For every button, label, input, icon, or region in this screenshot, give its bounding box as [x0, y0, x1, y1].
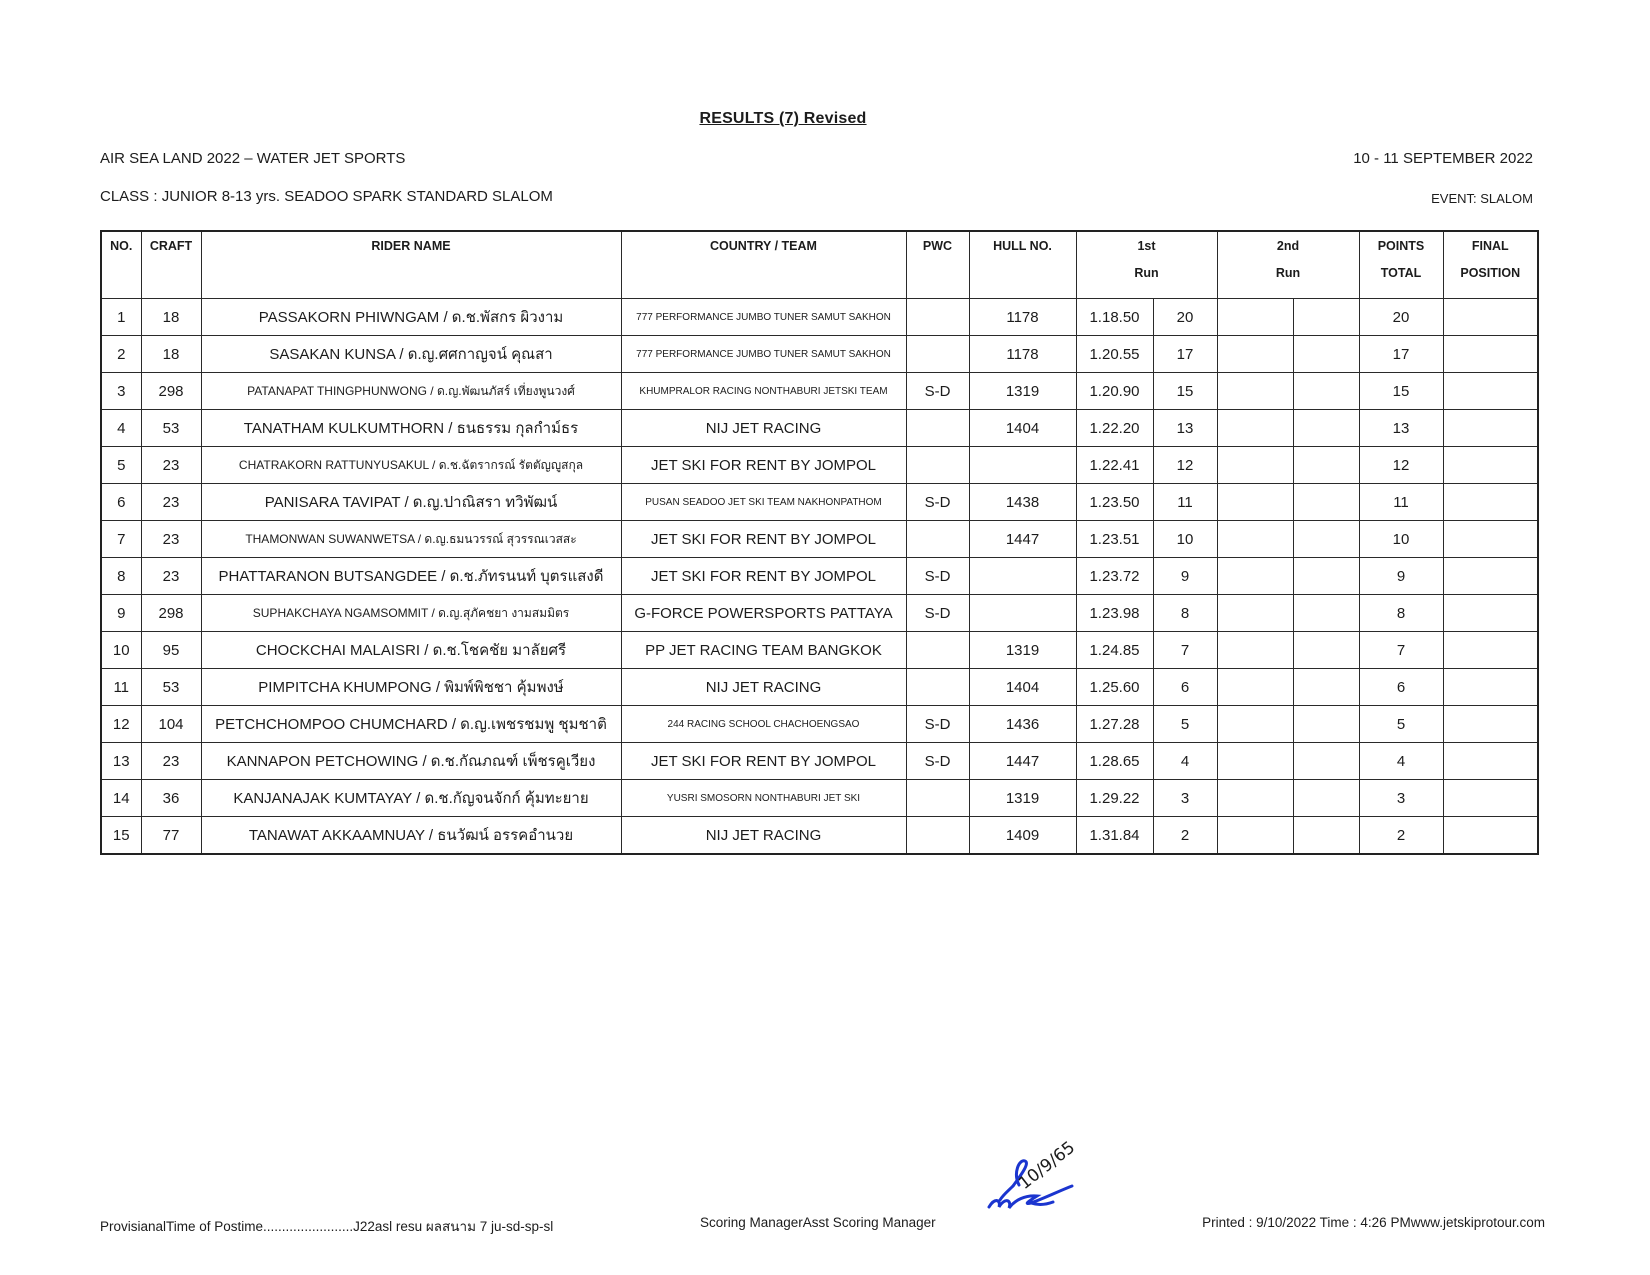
- cell-points-total: 9: [1359, 558, 1443, 595]
- cell-rider-name: PANISARA TAVIPAT / ด.ญ.ปาณิสรา ทวิพัฒน์: [201, 484, 621, 521]
- cell-run2-time: [1217, 521, 1293, 558]
- cell-country-team: KHUMPRALOR RACING NONTHABURI JETSKI TEAM: [621, 373, 906, 410]
- cell-hull-no: [969, 447, 1076, 484]
- cell-points-total: 7: [1359, 632, 1443, 669]
- cell-hull-no: 1409: [969, 817, 1076, 855]
- cell-no: 7: [101, 521, 141, 558]
- cell-pwc: [906, 632, 969, 669]
- cell-country-team: 777 PERFORMANCE JUMBO TUNER SAMUT SAKHON: [621, 336, 906, 373]
- cell-run1-points: 10: [1153, 521, 1217, 558]
- cell-rider-name: KANJANAJAK KUMTAYAY / ด.ช.กัญจนจักก์ คุ้มทะยาย: [201, 780, 621, 817]
- cell-no: 10: [101, 632, 141, 669]
- cell-run2-time: [1217, 484, 1293, 521]
- cell-country-team: NIJ JET RACING: [621, 669, 906, 706]
- cell-final-position: [1443, 743, 1538, 780]
- cell-country-team: JET SKI FOR RENT BY JOMPOL: [621, 558, 906, 595]
- footer-printed-info: Printed : 9/10/2022 Time : 4:26 PMwww.jetskiprotour.com: [1202, 1215, 1545, 1230]
- cell-final-position: [1443, 632, 1538, 669]
- page-title: RESULTS (7) Revised: [699, 110, 867, 127]
- cell-run2-time: [1217, 669, 1293, 706]
- cell-final-position: [1443, 595, 1538, 632]
- cell-run1-points: 2: [1153, 817, 1217, 855]
- cell-craft: 23: [141, 558, 201, 595]
- cell-run1-time: 1.31.84: [1076, 817, 1153, 855]
- cell-run2-points: [1293, 780, 1359, 817]
- cell-pwc: [906, 780, 969, 817]
- cell-hull-no: 1319: [969, 632, 1076, 669]
- cell-pwc: [906, 299, 969, 336]
- cell-pwc: [906, 817, 969, 855]
- cell-run1-time: 1.22.41: [1076, 447, 1153, 484]
- cell-craft: 298: [141, 373, 201, 410]
- table-row: [101, 669, 1538, 706]
- table-row: [101, 299, 1538, 336]
- cell-final-position: [1443, 521, 1538, 558]
- cell-final-position: [1443, 669, 1538, 706]
- cell-craft: 23: [141, 484, 201, 521]
- cell-run2-time: [1217, 595, 1293, 632]
- cell-craft: 104: [141, 706, 201, 743]
- cell-points-total: 13: [1359, 410, 1443, 447]
- cell-no: 9: [101, 595, 141, 632]
- cell-points-total: 12: [1359, 447, 1443, 484]
- cell-run1-points: 11: [1153, 484, 1217, 521]
- cell-run1-points: 4: [1153, 743, 1217, 780]
- cell-run2-points: [1293, 595, 1359, 632]
- table-row: [101, 595, 1538, 632]
- cell-rider-name: PHATTARANON BUTSANGDEE / ด.ช.ภัทรนนท์ บุตรแสงดี: [201, 558, 621, 595]
- cell-run1-time: 1.23.98: [1076, 595, 1153, 632]
- cell-craft: 298: [141, 595, 201, 632]
- cell-craft: 77: [141, 817, 201, 855]
- table-row: [101, 743, 1538, 780]
- cell-pwc: S-D: [906, 743, 969, 780]
- cell-rider-name: THAMONWAN SUWANWETSA / ด.ญ.ธมนวรรณ์ สุวรรณเวสสะ: [201, 521, 621, 558]
- cell-pwc: S-D: [906, 484, 969, 521]
- cell-run2-points: [1293, 373, 1359, 410]
- cell-no: 3: [101, 373, 141, 410]
- cell-run1-points: 9: [1153, 558, 1217, 595]
- cell-final-position: [1443, 484, 1538, 521]
- cell-run1-points: 8: [1153, 595, 1217, 632]
- cell-run1-points: 12: [1153, 447, 1217, 484]
- cell-run2-points: [1293, 743, 1359, 780]
- cell-run1-time: 1.22.20: [1076, 410, 1153, 447]
- event-type: EVENT: SLALOM: [1431, 191, 1533, 206]
- cell-country-team: G-FORCE POWERSPORTS PATTAYA: [621, 595, 906, 632]
- cell-no: 13: [101, 743, 141, 780]
- cell-run1-points: 13: [1153, 410, 1217, 447]
- cell-hull-no: 1404: [969, 410, 1076, 447]
- cell-no: 12: [101, 706, 141, 743]
- cell-no: 8: [101, 558, 141, 595]
- cell-hull-no: 1319: [969, 373, 1076, 410]
- cell-hull-no: 1178: [969, 299, 1076, 336]
- cell-rider-name: PASSAKORN PHIWNGAM / ด.ช.พัสกร ผิวงาม: [201, 299, 621, 336]
- cell-run2-time: [1217, 743, 1293, 780]
- col-rider-name: RIDER NAME: [201, 231, 621, 299]
- cell-no: 1: [101, 299, 141, 336]
- col-run1: 1st Run: [1076, 231, 1217, 299]
- cell-craft: 95: [141, 632, 201, 669]
- cell-points-total: 2: [1359, 817, 1443, 855]
- cell-craft: 53: [141, 410, 201, 447]
- cell-run2-time: [1217, 410, 1293, 447]
- cell-run1-points: 17: [1153, 336, 1217, 373]
- cell-points-total: 8: [1359, 595, 1443, 632]
- cell-country-team: JET SKI FOR RENT BY JOMPOL: [621, 743, 906, 780]
- cell-points-total: 17: [1359, 336, 1443, 373]
- cell-final-position: [1443, 373, 1538, 410]
- cell-run1-points: 6: [1153, 669, 1217, 706]
- table-row: [101, 484, 1538, 521]
- cell-craft: 36: [141, 780, 201, 817]
- cell-country-team: 244 RACING SCHOOL CHACHOENGSAO: [621, 706, 906, 743]
- col-run2: 2nd Run: [1217, 231, 1359, 299]
- cell-run1-time: 1.28.65: [1076, 743, 1153, 780]
- cell-country-team: JET SKI FOR RENT BY JOMPOL: [621, 447, 906, 484]
- table-row: [101, 410, 1538, 447]
- table-row: [101, 817, 1538, 855]
- cell-run2-points: [1293, 521, 1359, 558]
- cell-final-position: [1443, 706, 1538, 743]
- cell-rider-name: KANNAPON PETCHOWING / ด.ช.กัณภณฑ์ เพ็ชรคูเวียง: [201, 743, 621, 780]
- table-row: [101, 632, 1538, 669]
- cell-rider-name: PETCHCHOMPOO CHUMCHARD / ด.ญ.เพชรชมพู ชุมชาติ: [201, 706, 621, 743]
- cell-points-total: 11: [1359, 484, 1443, 521]
- cell-rider-name: PATANAPAT THINGPHUNWONG / ด.ญ.พัฒนภัสร์ เที่ยงพูนวงศ์: [201, 373, 621, 410]
- cell-points-total: 3: [1359, 780, 1443, 817]
- cell-run2-time: [1217, 817, 1293, 855]
- cell-hull-no: [969, 595, 1076, 632]
- footer-scoring-manager-label: Scoring ManagerAsst Scoring Manager: [700, 1215, 936, 1230]
- cell-run2-points: [1293, 336, 1359, 373]
- col-no: NO.: [101, 231, 141, 299]
- table-row: [101, 706, 1538, 743]
- cell-run2-time: [1217, 373, 1293, 410]
- cell-points-total: 15: [1359, 373, 1443, 410]
- cell-run1-time: 1.29.22: [1076, 780, 1153, 817]
- cell-rider-name: CHATRAKORN RATTUNYUSAKUL / ด.ช.ฉัตรากรณ์ รัตตัญญูสกุล: [201, 447, 621, 484]
- cell-country-team: PUSAN SEADOO JET SKI TEAM NAKHONPATHOM: [621, 484, 906, 521]
- table-row: [101, 521, 1538, 558]
- col-pwc: PWC: [906, 231, 969, 299]
- cell-rider-name: PIMPITCHA KHUMPONG / พิมพ์พิชชา คุ้มพงษ์: [201, 669, 621, 706]
- cell-rider-name: SUPHAKCHAYA NGAMSOMMIT / ด.ญ.สุภัคชยา งามสมมิตร: [201, 595, 621, 632]
- cell-craft: 18: [141, 299, 201, 336]
- cell-hull-no: 1178: [969, 336, 1076, 373]
- cell-hull-no: [969, 558, 1076, 595]
- cell-run2-points: [1293, 669, 1359, 706]
- cell-points-total: 6: [1359, 669, 1443, 706]
- cell-run1-time: 1.25.60: [1076, 669, 1153, 706]
- cell-run2-time: [1217, 299, 1293, 336]
- table-row: [101, 336, 1538, 373]
- cell-pwc: S-D: [906, 595, 969, 632]
- cell-run1-points: 7: [1153, 632, 1217, 669]
- cell-country-team: PP JET RACING TEAM BANGKOK: [621, 632, 906, 669]
- cell-run1-time: 1.27.28: [1076, 706, 1153, 743]
- cell-run2-points: [1293, 558, 1359, 595]
- signature-date: 10/9/65: [1015, 1137, 1079, 1194]
- cell-pwc: S-D: [906, 558, 969, 595]
- cell-rider-name: SASAKAN KUNSA / ด.ญ.ศศกาญจน์ คุณสา: [201, 336, 621, 373]
- event-date: 10 - 11 SEPTEMBER 2022: [1353, 150, 1533, 167]
- cell-run1-time: 1.20.90: [1076, 373, 1153, 410]
- cell-run2-points: [1293, 410, 1359, 447]
- header-row: [101, 231, 1538, 299]
- cell-run1-time: 1.23.51: [1076, 521, 1153, 558]
- table-header: [101, 231, 1538, 299]
- cell-points-total: 5: [1359, 706, 1443, 743]
- cell-run2-time: [1217, 558, 1293, 595]
- cell-run2-points: [1293, 447, 1359, 484]
- class-label: CLASS : JUNIOR 8-13 yrs. SEADOO SPARK STANDARD SLALOM: [100, 188, 553, 205]
- cell-no: 6: [101, 484, 141, 521]
- cell-run1-time: 1.18.50: [1076, 299, 1153, 336]
- cell-points-total: 10: [1359, 521, 1443, 558]
- cell-final-position: [1443, 817, 1538, 855]
- event-organisation: AIR SEA LAND 2022 – WATER JET SPORTS: [100, 150, 406, 167]
- cell-pwc: [906, 669, 969, 706]
- cell-country-team: 777 PERFORMANCE JUMBO TUNER SAMUT SAKHON: [621, 299, 906, 336]
- cell-craft: 18: [141, 336, 201, 373]
- cell-pwc: S-D: [906, 373, 969, 410]
- cell-hull-no: 1404: [969, 669, 1076, 706]
- cell-points-total: 20: [1359, 299, 1443, 336]
- cell-run1-time: 1.23.72: [1076, 558, 1153, 595]
- cell-final-position: [1443, 299, 1538, 336]
- table-row: [101, 373, 1538, 410]
- cell-run2-points: [1293, 632, 1359, 669]
- table-row: [101, 780, 1538, 817]
- cell-run2-time: [1217, 780, 1293, 817]
- cell-final-position: [1443, 410, 1538, 447]
- cell-run2-points: [1293, 706, 1359, 743]
- col-points-total: POINTS TOTAL: [1359, 231, 1443, 299]
- cell-run1-time: 1.23.50: [1076, 484, 1153, 521]
- cell-rider-name: CHOCKCHAI MALAISRI / ด.ช.โชคชัย มาลัยศรี: [201, 632, 621, 669]
- cell-run1-time: 1.20.55: [1076, 336, 1153, 373]
- table-row: [101, 558, 1538, 595]
- cell-hull-no: 1436: [969, 706, 1076, 743]
- cell-run2-time: [1217, 447, 1293, 484]
- results-tbody: [101, 299, 1538, 855]
- table-row: [101, 447, 1538, 484]
- cell-run1-points: 3: [1153, 780, 1217, 817]
- cell-rider-name: TANATHAM KULKUMTHORN / ธนธรรม กุลกำม์ธร: [201, 410, 621, 447]
- cell-no: 5: [101, 447, 141, 484]
- cell-craft: 23: [141, 743, 201, 780]
- cell-craft: 23: [141, 521, 201, 558]
- cell-run2-time: [1217, 336, 1293, 373]
- cell-points-total: 4: [1359, 743, 1443, 780]
- cell-pwc: [906, 447, 969, 484]
- col-country-team: COUNTRY / TEAM: [621, 231, 906, 299]
- col-hull-no: HULL NO.: [969, 231, 1076, 299]
- cell-run1-points: 15: [1153, 373, 1217, 410]
- results-table: [100, 230, 1539, 855]
- cell-run2-time: [1217, 706, 1293, 743]
- col-final-position: FINAL POSITION: [1443, 231, 1538, 299]
- cell-final-position: [1443, 558, 1538, 595]
- cell-hull-no: 1438: [969, 484, 1076, 521]
- col-craft: CRAFT: [141, 231, 201, 299]
- cell-hull-no: 1447: [969, 743, 1076, 780]
- cell-craft: 23: [141, 447, 201, 484]
- cell-pwc: [906, 336, 969, 373]
- cell-craft: 53: [141, 669, 201, 706]
- cell-run1-points: 20: [1153, 299, 1217, 336]
- cell-pwc: S-D: [906, 706, 969, 743]
- cell-run2-points: [1293, 817, 1359, 855]
- cell-run2-points: [1293, 484, 1359, 521]
- cell-pwc: [906, 521, 969, 558]
- footer-provisional-note: ProvisianalTime of Postime........................J22asl resu ผลสนาม 7 ju-sd-sp-sl: [100, 1219, 554, 1234]
- cell-country-team: YUSRI SMOSORN NONTHABURI JET SKI: [621, 780, 906, 817]
- cell-run1-points: 5: [1153, 706, 1217, 743]
- cell-pwc: [906, 410, 969, 447]
- cell-final-position: [1443, 780, 1538, 817]
- cell-hull-no: 1319: [969, 780, 1076, 817]
- cell-no: 15: [101, 817, 141, 855]
- cell-final-position: [1443, 336, 1538, 373]
- cell-country-team: NIJ JET RACING: [621, 410, 906, 447]
- cell-final-position: [1443, 447, 1538, 484]
- cell-rider-name: TANAWAT AKKAAMNUAY / ธนวัฒน์ อรรคอำนวย: [201, 817, 621, 855]
- cell-no: 4: [101, 410, 141, 447]
- cell-run2-time: [1217, 632, 1293, 669]
- cell-no: 14: [101, 780, 141, 817]
- cell-country-team: NIJ JET RACING: [621, 817, 906, 855]
- cell-hull-no: 1447: [969, 521, 1076, 558]
- cell-no: 11: [101, 669, 141, 706]
- cell-run2-points: [1293, 299, 1359, 336]
- cell-country-team: JET SKI FOR RENT BY JOMPOL: [621, 521, 906, 558]
- cell-run1-time: 1.24.85: [1076, 632, 1153, 669]
- cell-no: 2: [101, 336, 141, 373]
